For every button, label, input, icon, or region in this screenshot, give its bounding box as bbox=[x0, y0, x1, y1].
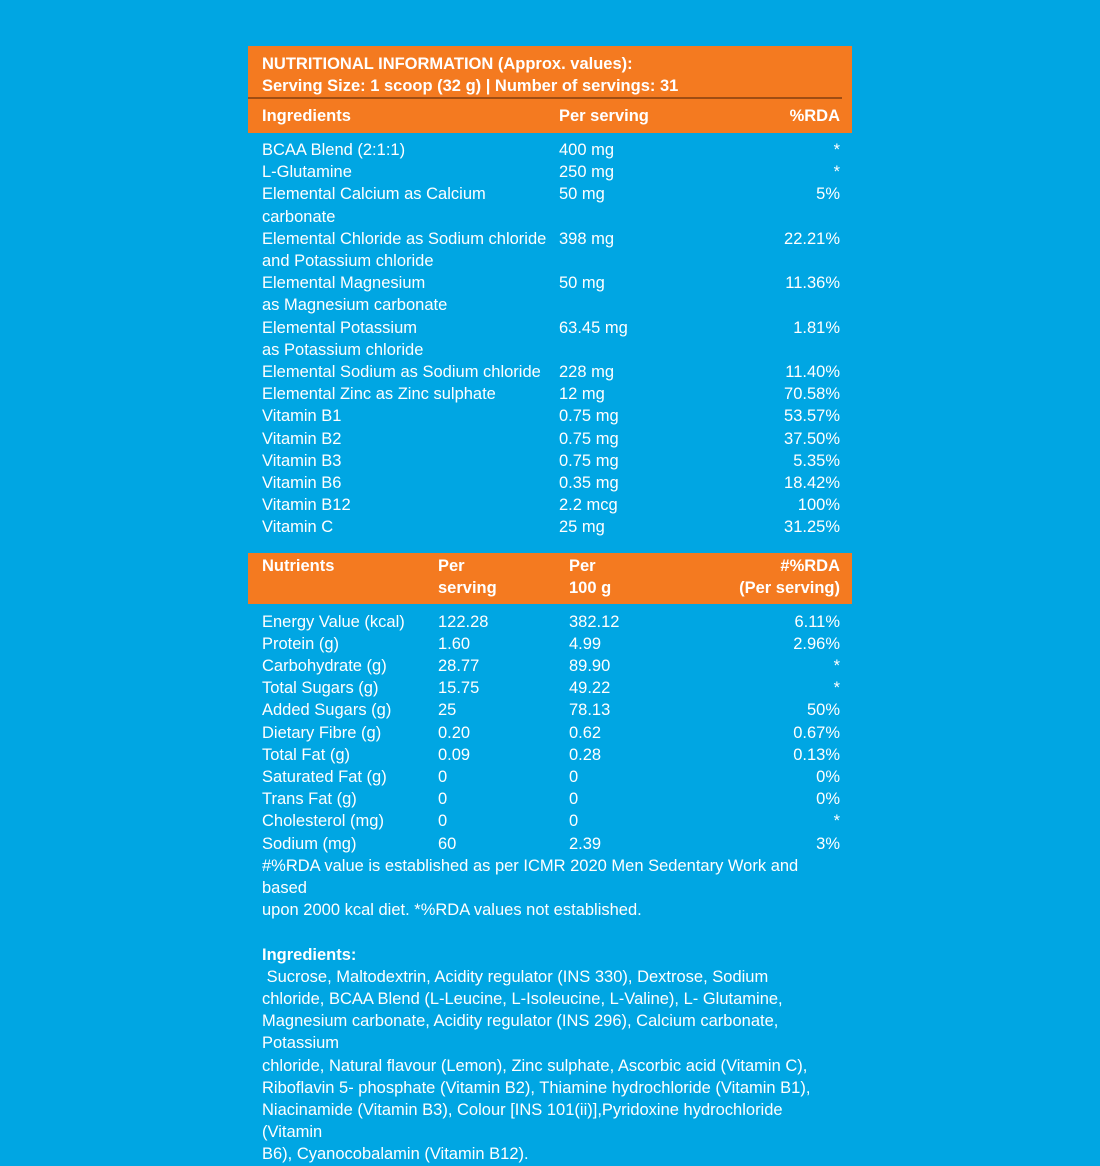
col-nutrient-rda bbox=[699, 555, 840, 604]
nutrient-per-serving: 0 bbox=[438, 812, 448, 831]
ingredient-per-serving: 228 mg bbox=[559, 363, 615, 382]
ingredient-name-line: Vitamin B2 bbox=[262, 429, 342, 448]
nutrient-rda: 6.11% bbox=[794, 612, 840, 631]
ingredient-name-line: Elemental Calcium as Calcium carbonate bbox=[262, 185, 486, 226]
ingredients-list bbox=[248, 922, 852, 1166]
table-row bbox=[262, 744, 840, 766]
ingredient-name-line: L-Glutamine bbox=[262, 163, 352, 182]
col-per100-line2: 100 g bbox=[569, 578, 612, 597]
nutrient-per-serving: 60 bbox=[438, 834, 457, 853]
table-row bbox=[262, 810, 840, 832]
nutrient-per-serving: 0.20 bbox=[438, 723, 471, 742]
ingredient-name bbox=[262, 405, 559, 427]
nutrient-rda: * bbox=[833, 657, 840, 676]
ingredient-per-serving: 250 mg bbox=[559, 163, 615, 182]
ingredients-table-header bbox=[248, 99, 852, 133]
nutrient-per-100g: 89.90 bbox=[569, 657, 611, 676]
ingredient-rda: 70.58% bbox=[784, 385, 840, 404]
nutrient-per-serving: 15.75 bbox=[438, 679, 480, 698]
ingredient-name bbox=[262, 161, 559, 183]
ingredient-rda: 22.21% bbox=[784, 229, 840, 248]
table-row bbox=[262, 833, 840, 855]
nutrient-rda: 2.96% bbox=[793, 634, 840, 653]
nutrient-per-serving: 0 bbox=[438, 768, 448, 787]
ingredient-name bbox=[262, 450, 559, 472]
ingredient-per-serving: 400 mg bbox=[559, 141, 615, 159]
nutrient-name: Cholesterol (mg) bbox=[262, 812, 384, 831]
nutrient-rda: 0% bbox=[816, 768, 840, 787]
ingredient-name-line: as Potassium chloride bbox=[262, 340, 424, 359]
table-row bbox=[262, 611, 840, 633]
ingredient-name-line: as Magnesium carbonate bbox=[262, 296, 448, 315]
nutrient-rda: 0% bbox=[816, 790, 840, 809]
nutrient-per-serving: 25 bbox=[438, 701, 457, 720]
ingredient-per-serving: 2.2 mcg bbox=[559, 496, 618, 515]
nutrients-table-header bbox=[248, 553, 852, 604]
ingredient-rda: 1.81% bbox=[793, 318, 840, 337]
ingredient-name-line: Elemental Zinc as Zinc sulphate bbox=[262, 385, 496, 404]
ingredient-name-line: Elemental Magnesium bbox=[262, 274, 426, 293]
ingredients-line: chloride, Natural flavour (Lemon), Zinc sulphate, Ascorbic acid (Vitamin C), bbox=[262, 1056, 808, 1075]
table-row bbox=[262, 183, 840, 227]
ingredient-name-line: Vitamin B1 bbox=[262, 407, 342, 426]
nutrient-rda: 50% bbox=[806, 701, 840, 720]
nutrient-name: Sodium (mg) bbox=[262, 834, 357, 853]
ingredient-rda: 31.25% bbox=[784, 518, 840, 537]
rda-footnote bbox=[248, 855, 852, 922]
nutrient-per-serving: 122.28 bbox=[438, 612, 489, 631]
nutrient-rda: * bbox=[833, 679, 840, 698]
nutrient-name: Trans Fat (g) bbox=[262, 790, 357, 809]
ingredient-rda: * bbox=[833, 141, 840, 159]
ingredients-table-body bbox=[248, 133, 852, 539]
col-rda-line2: (Per serving) bbox=[739, 578, 840, 597]
nutrient-per-100g: 49.22 bbox=[569, 679, 611, 698]
ingredient-rda: 11.40% bbox=[785, 363, 840, 382]
ingredient-rda: 18.42% bbox=[784, 474, 840, 493]
ingredients-label: Ingredients: bbox=[262, 945, 357, 964]
table-row bbox=[262, 450, 840, 472]
ingredients-line: Magnesium carbonate, Acidity regulator (INS 296), Calcium carbonate, Potassium bbox=[262, 1012, 779, 1053]
ingredient-per-serving: 0.75 mg bbox=[559, 407, 619, 426]
nutrient-rda: 0.13% bbox=[793, 745, 840, 764]
ingredient-name bbox=[262, 228, 559, 272]
col-ingredients: Ingredients bbox=[262, 106, 351, 125]
table-row bbox=[262, 516, 840, 538]
table-row bbox=[262, 788, 840, 810]
nutrient-per-100g: 4.99 bbox=[569, 634, 602, 653]
table-row bbox=[262, 361, 840, 383]
nutrition-panel bbox=[248, 46, 852, 1166]
table-row bbox=[262, 139, 840, 161]
nutrient-per-100g: 0.28 bbox=[569, 745, 602, 764]
ingredient-name-line: Elemental Sodium as Sodium chloride bbox=[262, 363, 541, 382]
nutrient-rda: 0.67% bbox=[793, 723, 840, 742]
ingredients-line: chloride, BCAA Blend (L-Leucine, L-Isoleucine, L-Valine), L- Glutamine, bbox=[262, 989, 783, 1008]
nutrient-per-100g: 0.62 bbox=[569, 723, 602, 742]
ingredient-rda: 37.50% bbox=[784, 429, 840, 448]
nutrient-name: Dietary Fibre (g) bbox=[262, 723, 382, 742]
ingredient-per-serving: 398 mg bbox=[559, 229, 615, 248]
ingredient-per-serving: 0.75 mg bbox=[559, 429, 619, 448]
nutrient-name: Carbohydrate (g) bbox=[262, 657, 387, 676]
col-nutrient-per-serving bbox=[438, 555, 569, 604]
table-row bbox=[262, 161, 840, 183]
ingredient-name bbox=[262, 472, 559, 494]
ingredient-name bbox=[262, 428, 559, 450]
ingredient-name bbox=[262, 361, 559, 383]
ingredient-rda: 100% bbox=[797, 496, 840, 515]
nutrient-per-serving: 0.09 bbox=[438, 745, 471, 764]
ingredient-name-line: Vitamin B12 bbox=[262, 496, 351, 515]
ingredient-name-line: and Potassium chloride bbox=[262, 252, 434, 271]
nutrient-per-serving: 28.77 bbox=[438, 657, 480, 676]
table-row bbox=[262, 405, 840, 427]
ingredient-rda: 53.57% bbox=[784, 407, 840, 426]
ingredients-line: Niacinamide (Vitamin B3), Colour [INS 101(ii)],Pyridoxine hydrochloride (Vitamin bbox=[262, 1100, 783, 1142]
ingredient-name bbox=[262, 183, 559, 227]
col-per-serving-line2: serving bbox=[438, 578, 497, 597]
nutrient-per-100g: 2.39 bbox=[569, 834, 602, 853]
ingredient-name-line: BCAA Blend (2:1:1) bbox=[262, 141, 406, 159]
nutrient-name: Added Sugars (g) bbox=[262, 701, 392, 720]
ingredient-name-line: Vitamin C bbox=[262, 518, 334, 537]
nutrient-name: Protein (g) bbox=[262, 634, 340, 653]
table-row bbox=[262, 722, 840, 744]
ingredient-name-line: Vitamin B6 bbox=[262, 474, 342, 493]
table-row bbox=[262, 317, 840, 361]
nutrient-per-100g: 0 bbox=[569, 790, 579, 809]
col-per-serving: Per serving bbox=[559, 106, 649, 125]
nutrient-name: Saturated Fat (g) bbox=[262, 768, 387, 787]
ingredient-per-serving: 12 mg bbox=[559, 385, 605, 404]
col-per-100g bbox=[569, 555, 699, 604]
ingredient-name-line: Elemental Chloride as Sodium chloride bbox=[262, 229, 547, 248]
ingredient-name bbox=[262, 383, 559, 405]
table-row bbox=[262, 228, 840, 272]
nutrient-name: Total Fat (g) bbox=[262, 745, 351, 764]
footnote-line: upon 2000 kcal diet. *%RDA values not established. bbox=[262, 901, 642, 920]
table-row bbox=[262, 766, 840, 788]
table-row bbox=[262, 633, 840, 655]
col-rda: %RDA bbox=[789, 106, 840, 125]
ingredient-per-serving: 0.35 mg bbox=[559, 474, 619, 493]
table-row bbox=[262, 699, 840, 721]
nutrients-table-body bbox=[248, 604, 852, 855]
nutrient-per-serving: 0 bbox=[438, 790, 448, 809]
nutrient-per-100g: 0 bbox=[569, 768, 579, 787]
ingredients-line: B6), Cyanocobalamin (Vitamin B12). bbox=[262, 1145, 529, 1164]
table-row bbox=[262, 428, 840, 450]
table-row bbox=[262, 677, 840, 699]
ingredients-line: Riboflavin 5- phosphate (Vitamin B2), Thiamine hydrochloride (Vitamin B1), bbox=[262, 1078, 811, 1097]
ingredient-rda: 11.36% bbox=[785, 274, 840, 293]
nutrient-name: Total Sugars (g) bbox=[262, 679, 379, 698]
col-per-serving-line1: Per bbox=[438, 556, 465, 575]
ingredient-rda: 5.35% bbox=[793, 451, 840, 470]
ingredient-name-line: Elemental Potassium bbox=[262, 318, 417, 337]
col-rda-line1: #%RDA bbox=[780, 556, 840, 575]
nutrition-title: NUTRITIONAL INFORMATION (Approx. values): bbox=[262, 55, 633, 73]
ingredient-rda: * bbox=[833, 163, 840, 182]
ingredient-name bbox=[262, 317, 559, 361]
ingredient-name bbox=[262, 516, 559, 538]
nutrient-per-100g: 0 bbox=[569, 812, 579, 831]
nutrition-header bbox=[248, 46, 852, 133]
nutrient-rda: * bbox=[833, 812, 840, 831]
table-row bbox=[262, 655, 840, 677]
nutrient-rda: 3% bbox=[816, 834, 840, 853]
nutrient-per-serving: 1.60 bbox=[438, 634, 471, 653]
col-per100-line1: Per bbox=[569, 556, 596, 575]
ingredients-line bbox=[262, 944, 840, 988]
ingredient-name bbox=[262, 139, 559, 161]
ingredient-name bbox=[262, 272, 559, 316]
footnote-line: #%RDA value is established as per ICMR 2020 Men Sedentary Work and based bbox=[262, 856, 799, 898]
table-row bbox=[262, 383, 840, 405]
serving-info: Serving Size: 1 scoop (32 g) | Number of servings: 31 bbox=[262, 77, 679, 96]
ingredient-per-serving: 63.45 mg bbox=[559, 318, 628, 337]
ingredient-per-serving: 0.75 mg bbox=[559, 451, 619, 470]
col-nutrients: Nutrients bbox=[262, 556, 335, 575]
ingredient-rda: 5% bbox=[816, 185, 840, 204]
nutrient-per-100g: 382.12 bbox=[569, 612, 620, 631]
table-row bbox=[262, 472, 840, 494]
nutrient-name: Energy Value (kcal) bbox=[262, 612, 405, 631]
ingredient-name-line: Vitamin B3 bbox=[262, 451, 342, 470]
ingredients-text: Sucrose, Maltodextrin, Acidity regulator (INS 330), Dextrose, Sodium bbox=[262, 967, 769, 986]
ingredient-per-serving: 25 mg bbox=[559, 518, 605, 537]
ingredient-per-serving: 50 mg bbox=[559, 274, 605, 293]
ingredient-per-serving: 50 mg bbox=[559, 185, 605, 204]
nutrient-per-100g: 78.13 bbox=[569, 701, 611, 720]
table-row bbox=[262, 494, 840, 516]
table-row bbox=[262, 272, 840, 316]
ingredient-name bbox=[262, 494, 559, 516]
